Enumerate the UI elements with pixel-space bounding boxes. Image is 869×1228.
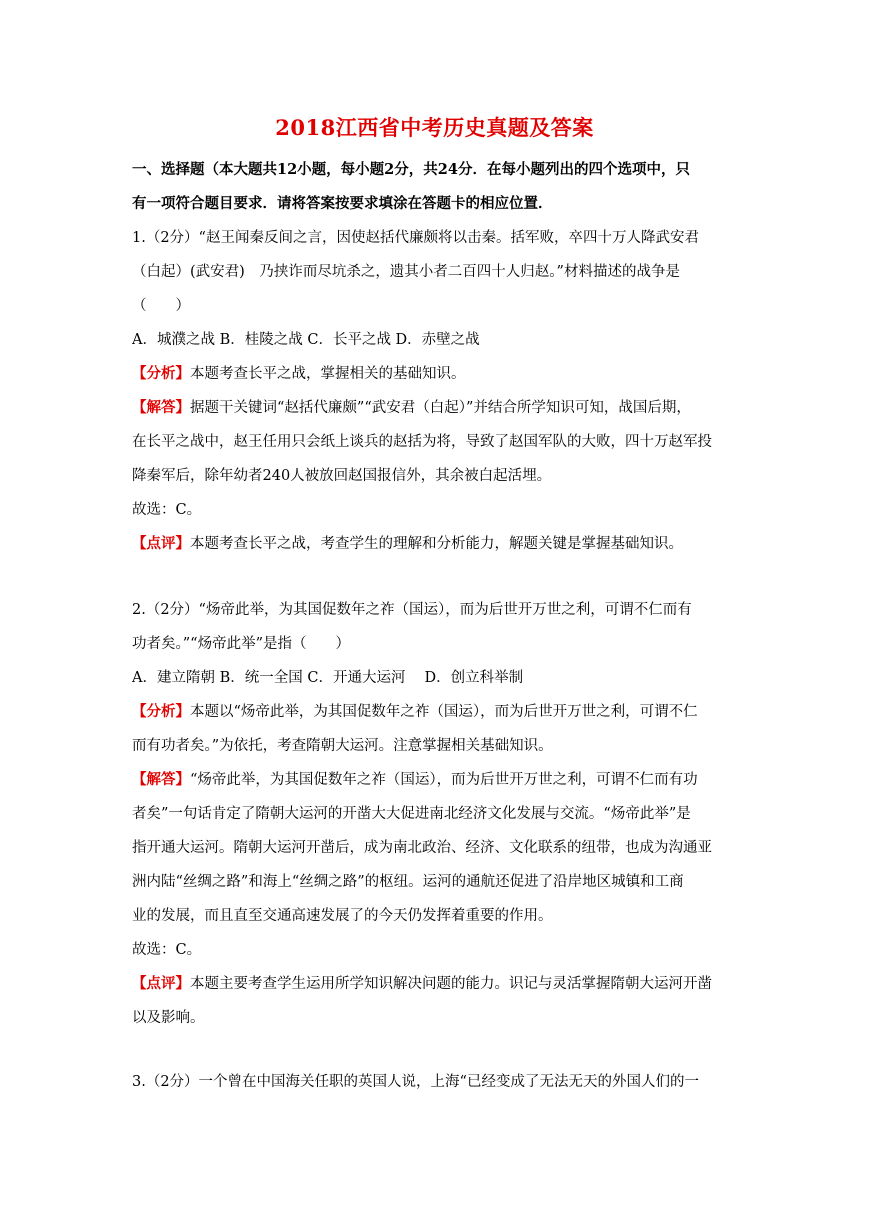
q2-solution-text-1: “炀帝此举，为其国促数年之祚（国运），而为后世开万世之利，可谓不仁而有功	[190, 772, 698, 788]
q1-options: A．城濮之战 B．桂陵之战 C．长平之战 D．赤壁之战	[132, 332, 480, 348]
comment-tag: 【点评】	[132, 975, 190, 992]
analysis-tag: 【分析】	[132, 365, 190, 382]
q1-stem-line-2: （白起）(武安君) 乃挟诈而尽坑杀之，遗其小者二百四十人归赵。”材料描述的战争是	[132, 264, 680, 280]
q2-options: A．建立隋朝 B．统一全国 C．开通大运河 D．创立科举制	[132, 670, 524, 686]
q2-solution-line-5: 业的发展，而且直至交通高速发展了的今天仍发挥着重要的作用。	[132, 908, 553, 924]
q2-comment-line-1	[132, 974, 744, 994]
q2-stem-line-1: 2.（2分）“炀帝此举，为其国促数年之祚（国运），而为后世开万世之利，可谓不仁而有	[132, 602, 692, 618]
section-heading-line-2: 有一项符合题目要求．请将答案按要求填涂在答题卡的相应位置．	[132, 195, 553, 212]
q1-solution-line-2: 在长平之战中，赵王任用只会纸上谈兵的赵括为将，导致了赵国军队的大败，四十万赵军投	[132, 434, 712, 450]
comment-tag: 【点评】	[132, 535, 190, 552]
q2-solution-line-4: 洲内陆“丝绸之路”和海上“丝绸之路”的枢纽。运河的通航还促进了沿岸地区城镇和工商	[132, 874, 684, 890]
solution-tag: 【解答】	[132, 399, 190, 416]
q1-comment	[132, 534, 744, 554]
q1-analysis-text: 本题考查长平之战，掌握相关的基础知识。	[190, 366, 466, 382]
q3-stem-line-1: 3.（2分）一个曾在中国海关任职的英国人说，上海“已经变成了无法无天的外国人们的一	[132, 1074, 699, 1090]
q1-solution-line-3: 降秦军后，除年幼者240人被放回赵国报信外，其余被白起活埋。	[132, 468, 552, 484]
q2-analysis-line-1	[132, 702, 744, 722]
page-title: 2018江西省中考历史真题及答案	[275, 115, 594, 140]
q2-solution-line-1	[132, 770, 744, 790]
q1-solution-text-1: 据题干关键词“赵括代廉颇”“武安君（白起）”并结合所学知识可知，战国后期，	[190, 400, 691, 416]
q2-stem-line-2: 功者矣。”“炀帝此举”是指（ ）	[132, 636, 350, 652]
q2-analysis-line-2: 而有功者矣。”为依托，考查隋朝大运河。注意掌握相关基础知识。	[132, 738, 553, 754]
q1-comment-text: 本题考查长平之战，考查学生的理解和分析能力，解题关键是掌握基础知识。	[190, 536, 683, 552]
q1-analysis	[132, 364, 744, 384]
q1-solution-line-1	[132, 398, 744, 418]
q2-comment-text-1: 本题主要考查学生运用所学知识解决问题的能力。识记与灵活掌握隋朝大运河开凿	[190, 976, 712, 992]
q2-solution-line-2: 者矣”一句话肯定了隋朝大运河的开凿大大促进南北经济文化发展与交流。“炀帝此举”是	[132, 806, 691, 822]
solution-tag: 【解答】	[132, 771, 190, 788]
q1-stem-line-1: 1.（2分）“赵王闻秦反间之言，因使赵括代廉颇将以击秦。括军败，卒四十万人降武安君	[132, 230, 699, 246]
q1-stem-line-3: （ ）	[132, 298, 190, 314]
q2-analysis-text-1: 本题以“炀帝此举，为其国促数年之祚（国运），而为后世开万世之利，可谓不仁	[190, 704, 698, 720]
q2-solution-line-3: 指开通大运河。隋朝大运河开凿后，成为南北政治、经济、文化联系的纽带，也成为沟通亚	[132, 840, 712, 856]
analysis-tag: 【分析】	[132, 703, 190, 720]
q1-answer: 故选：C。	[132, 502, 202, 518]
q2-answer: 故选：C。	[132, 942, 202, 958]
section-heading-line-1: 一、选择题（本大题共12小题，每小题2分，共24分．在每小题列出的四个选项中，只	[132, 161, 690, 178]
q2-comment-line-2: 以及影响。	[132, 1010, 205, 1026]
